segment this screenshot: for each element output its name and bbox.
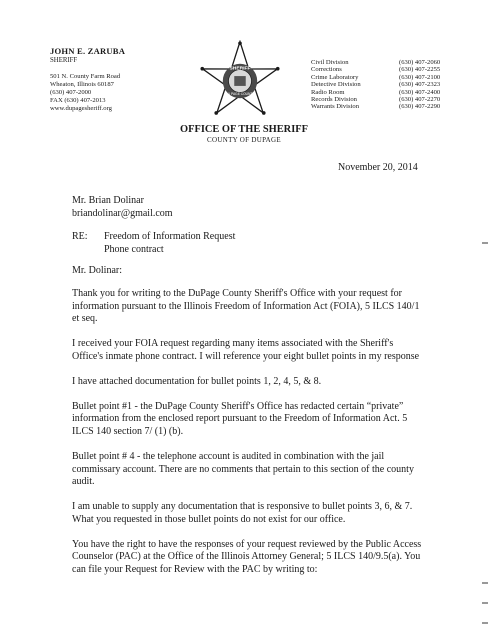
division-phone: (630) 407-2060 xyxy=(399,59,441,66)
paragraph: Bullet point # 4 - the telephone account is audited in combination with the jail commissary account. There are no comments that pertain to this section of the county audit. xyxy=(72,450,414,488)
phone-line: (630) 407-2000 xyxy=(50,89,92,97)
paragraph: Thank you for writing to the DuPage County Sheriff's Office with your request for information pursuant to the Illinois Freedom of Information Act (FOIA), 5 ILCS 140/1 et seq. xyxy=(72,288,420,325)
office-subtitle: COUNTY OF DUPAGE xyxy=(207,136,281,144)
sender-block xyxy=(50,46,200,113)
division-phone: (630) 407-2323 xyxy=(399,81,441,89)
recipient-name: Mr. Brian Dolinar xyxy=(72,195,144,206)
address-line: Wheaton, Illinois 60187 xyxy=(50,81,114,89)
division-row xyxy=(311,89,463,96)
sender-address xyxy=(50,73,200,113)
division-row xyxy=(311,96,463,103)
scan-mark xyxy=(482,582,488,584)
division-name: Records Division xyxy=(311,96,357,104)
division-row xyxy=(311,74,463,81)
division-row xyxy=(311,59,463,66)
division-phone: (630) 407-2100 xyxy=(399,73,441,81)
scan-mark xyxy=(482,622,488,624)
division-row xyxy=(311,66,463,73)
division-directory xyxy=(311,59,463,111)
division-row xyxy=(311,103,463,110)
subject-block xyxy=(72,231,422,256)
recipient-email: briandolinar@gmail.com xyxy=(72,207,173,219)
division-phone: (630) 407-2290 xyxy=(399,103,441,111)
subject-line: Freedom of Information Request xyxy=(104,231,236,242)
division-phone: (630) 407-2400 xyxy=(399,88,441,96)
subject-line: Phone contract xyxy=(104,243,164,255)
letter-body xyxy=(72,288,422,589)
scan-mark xyxy=(482,242,488,244)
seal-top-text: SHERIFF xyxy=(229,66,251,72)
subject-label: RE: xyxy=(72,231,88,242)
salutation: Mr. Dolinar: xyxy=(72,265,122,276)
scan-mark xyxy=(482,602,488,604)
division-name: Warrants Division xyxy=(311,103,359,111)
office-title: OFFICE OF THE SHERIFF xyxy=(180,124,308,135)
division-name: Civil Division xyxy=(311,59,349,66)
division-row xyxy=(311,81,463,88)
paragraph: Bullet point #1 - the DuPage County Sheriff's Office has redacted certain “private” information from the enclosed report pursuant to the Freedom of Information Act. 5 ILCS 140 section 7/ (1) (b). xyxy=(72,400,408,437)
seal-bottom-text: DU PAGE COUNTY xyxy=(225,91,255,96)
website-line: www.dupagesheriff.org xyxy=(50,105,112,113)
division-name: Radio Room xyxy=(311,88,345,96)
sender-name: JOHN E. ZARUBA xyxy=(50,46,126,56)
sender-title: SHERIFF xyxy=(50,57,78,64)
recipient-block xyxy=(72,195,422,220)
division-name: Crime Laboratory xyxy=(311,73,359,81)
fax-line: FAX (630) 407-2013 xyxy=(50,97,106,105)
address-line: 501 N. County Farm Road xyxy=(50,73,121,80)
division-name: Corrections xyxy=(311,66,342,74)
paragraph: I received your FOIA request regarding many items associated with the Sheriff's Office's inmate phone contract. I will reference your eight bullet points in my response xyxy=(72,338,420,362)
paragraph: I have attached documentation for bullet points 1, 2, 4, 5, & 8. xyxy=(72,375,322,387)
division-phone: (630) 407-2255 xyxy=(399,66,441,74)
letter-date: November 20, 2014 xyxy=(338,162,418,173)
paragraph: You have the right to have the responses of your request reviewed by the Public Access Counselor (PAC) at the Office of the Illinois Attorney General; 5 ILCS 140/9.5(a). You can file your Request for Review with the PAC by writing to: xyxy=(72,538,422,575)
sheriff-star-icon xyxy=(198,40,282,122)
division-name: Detective Division xyxy=(311,81,361,89)
division-phone: (630) 407-2270 xyxy=(399,96,441,104)
paragraph: I am unable to supply any documentation that is responsive to bullet points 3, 6, & 7. What you requested in those bullet points do not exist for our office. xyxy=(72,501,413,525)
